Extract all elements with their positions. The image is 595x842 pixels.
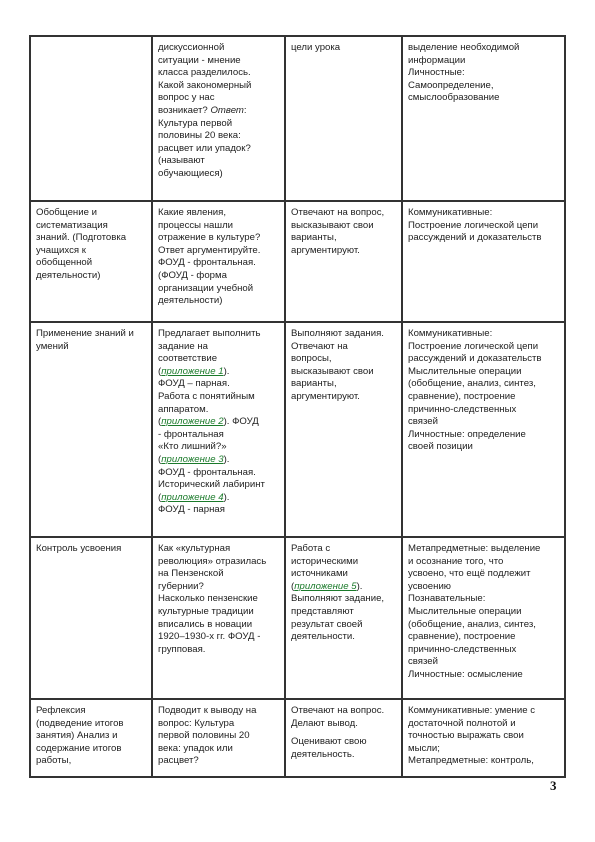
appendix-4-link[interactable]: приложение 4	[161, 491, 224, 503]
stage-cell: Обобщение и систематизация знаний. (Подготовка учащихся к обобщенной деятельности)	[30, 201, 152, 322]
students-activity-cell: Отвечают на вопрос, высказывают свои варианты, аргументируют.	[285, 201, 402, 322]
stage-cell: Применение знаний и умений	[30, 322, 152, 537]
uud-cell: Метапредметные: выделение и осознание того, что усвоено, что ещё подлежит усвоению Познавательные: Мыслительные операции (обобщение, анализ, синтез, сравнение), построение причинно-следственных связей Личностные: осмысление	[402, 537, 565, 699]
students-activity-cell: Работа с историческими источниками (приложение 5). Выполняют задание, представляют результат своей деятельности.	[285, 537, 402, 699]
appendix-1-link[interactable]: приложение 1	[161, 365, 224, 377]
answer-label: Ответ	[210, 104, 244, 116]
page-number: 3	[550, 778, 557, 793]
table-row	[30, 201, 565, 322]
uud-cell: выделение необходимой информации Личностные: Самоопределение, смыслообразование	[402, 36, 565, 201]
stage-cell	[30, 36, 152, 201]
lesson-plan-table	[29, 35, 566, 778]
teacher-activity-cell: дискуссионной ситуации - мнение класса разделилось. Какой закономерный вопрос у нас возникает? Ответ: Культура первой половины 20 века: расцвет или упадок? (называют обучающиеся)	[152, 36, 285, 201]
appendix-2-link[interactable]: приложение 2	[161, 416, 224, 428]
students-activity-cell: цели урока	[285, 36, 402, 201]
teacher-activity-cell: Как «культурная революция» отразилась на Пензенской губернии? Насколько пензенские культурные традиции вписались в новации 1920–1930-х гг. ФОУД - групповая.	[152, 537, 285, 699]
students-activity-cell: Отвечают на вопрос. Делают вывод. Оценивают свою деятельность.	[285, 699, 402, 777]
stage-cell: Рефлексия (подведение итогов занятия) Анализ и содержание итогов работы,	[30, 699, 152, 777]
uud-cell: Коммуникативные: Построение логической цепи рассуждений и доказательств Мыслительные операции (обобщение, анализ, синтез, сравнение), построение причинно-следственных связей Личностные: определение своей позиции	[402, 322, 565, 537]
uud-cell: Коммуникативные: Построение логической цепи рассуждений и доказательств	[402, 201, 565, 322]
table-row	[30, 699, 565, 777]
stage-cell: Контроль усвоения	[30, 537, 152, 699]
appendix-3-link[interactable]: приложение 3	[161, 453, 224, 465]
teacher-activity-cell: Какие явления, процессы нашли отражение в культуре? Ответ аргументируйте. ФОУД - фронтальная. (ФОУД - форма организации учебной деятельности)	[152, 201, 285, 322]
uud-cell: Коммуникативные: умение с достаточной полнотой и точностью выражать свои мысли; Метапредметные: контроль,	[402, 699, 565, 777]
teacher-activity-cell: Подводит к выводу на вопрос: Культура первой половины 20 века: упадок или расцвет?	[152, 699, 285, 777]
appendix-5-link[interactable]: приложение 5	[294, 580, 357, 592]
students-activity-cell: Выполняют задания. Отвечают на вопросы, высказывают свои варианты, аргументируют.	[285, 322, 402, 537]
table-row	[30, 36, 565, 201]
teacher-activity-cell: Предлагает выполнить задание на соответствие (приложение 1). ФОУД – парная. Работа с понятийным аппаратом. (приложение 2). ФОУД - фронтальная «Кто лишний?» (приложение 3). ФОУД - фронтальная. Исторический лабиринт (приложение 4). ФОУД - парная	[152, 322, 285, 537]
table-row	[30, 537, 565, 699]
table-row	[30, 322, 565, 537]
